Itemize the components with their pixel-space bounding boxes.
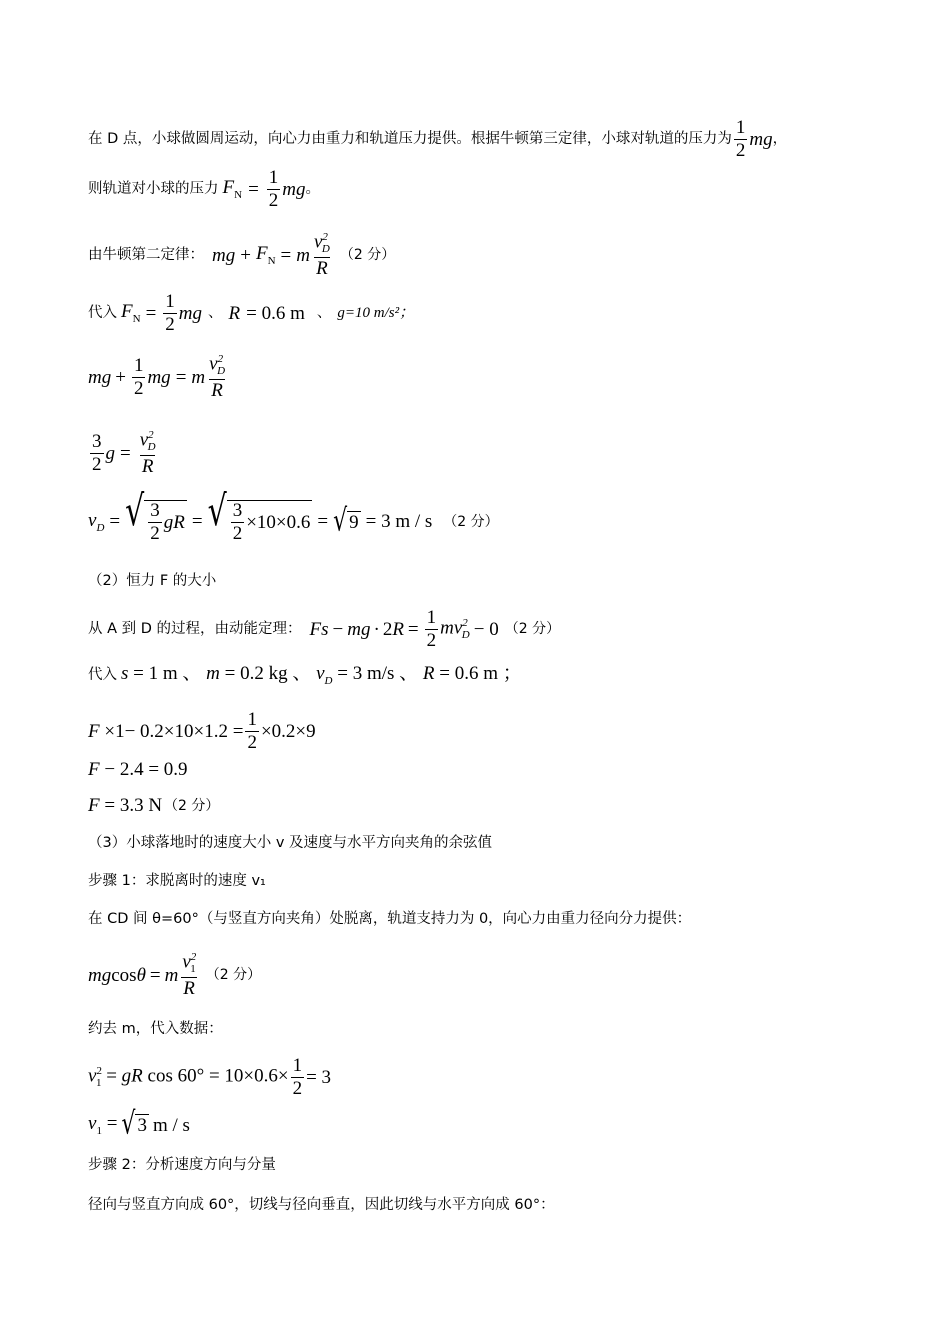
equals-sign: =: [145, 302, 157, 324]
plus-sign: +: [240, 244, 251, 266]
punctuation: ，: [772, 131, 788, 148]
fraction-three-halves: $\frac{3}{2}$: [92, 430, 102, 475]
paragraph-text: 代入: [88, 305, 117, 322]
paragraph-text: 代入: [88, 667, 117, 684]
formula: $v_1$ =: [88, 1113, 118, 1137]
punctuation: 。: [305, 181, 321, 198]
v1-squared: [88, 1056, 331, 1099]
formula-fn: $F_N$: [121, 301, 141, 325]
step-heading: 步骤 1：求脱离时的速度 v₁: [88, 873, 266, 889]
formula: m / s: [152, 1114, 190, 1136]
formula: mg: [88, 964, 112, 986]
score-label: （2 分）: [205, 967, 262, 984]
tangent-direction: [88, 1198, 555, 1213]
formula: F − 2.4 = 0.9: [88, 759, 188, 780]
fraction-v2-over-r: $\frac{v^2_D}{R}$: [313, 231, 330, 279]
step-2-title: [88, 1158, 276, 1173]
formula: mg: [88, 366, 112, 388]
fraction-half: $\frac{1}{2}$: [247, 709, 257, 753]
result: = 3 m / s: [365, 511, 433, 533]
paragraph-text: 在 D 点，小球做圆周运动，向心力由重力和轨道压力提供。根据牛顿第三定律，小球对轨道的压力为: [88, 131, 732, 148]
formula: − 0: [473, 618, 499, 640]
equals-sign: = 0.6 m: [246, 302, 305, 324]
formula: = 3: [306, 1066, 332, 1088]
newton-second-law: [88, 232, 395, 279]
formula-mg: mg: [749, 128, 773, 150]
formula: g: [105, 442, 115, 464]
sqrt: √ $\frac{3}{2}$ ×10×0.6: [207, 487, 311, 544]
formula-r: R: [228, 302, 241, 324]
fraction-half: $\frac{1}{2}$: [165, 291, 175, 335]
separator: 、: [316, 305, 332, 322]
formula: mg: [212, 244, 236, 266]
sqrt: √ 9: [333, 503, 359, 539]
fraction-v2-over-r: $\frac{v^2_D}{R}$: [139, 429, 156, 477]
score-label: （2 分）: [504, 621, 561, 638]
equals-sign: =: [109, 511, 121, 533]
equals-sign: =: [407, 618, 419, 640]
fraction-half: $\frac{1}{2}$: [292, 1055, 303, 1099]
question-2-title: [88, 574, 216, 589]
formula: $v^2_1$ = gR cos 60° = 10×0.6×: [88, 1064, 289, 1089]
equation-line: [88, 760, 188, 779]
formula: mg: [147, 366, 171, 388]
sqrt: √ 3: [121, 1107, 147, 1143]
detach-condition: [88, 912, 691, 927]
separator: 、: [208, 305, 223, 322]
paragraph-text: 则轨道对小球的压力: [88, 181, 219, 198]
equals-sign: =: [120, 442, 131, 464]
formula: $mv^2_D$: [440, 616, 470, 641]
step-1-title: [88, 874, 266, 889]
minus-sign: −: [332, 618, 344, 640]
score-label: （2 分）: [339, 247, 396, 264]
equals-sign: =: [248, 178, 259, 200]
formula: θ: [136, 964, 146, 986]
plus-sign: +: [115, 366, 126, 388]
fraction-half: $\frac{1}{2}$: [133, 354, 144, 399]
paragraph-text: 从 A 到 D 的过程，由动能定理：: [88, 621, 302, 638]
formula: F ×1− 0.2×10×1.2 =: [88, 720, 244, 742]
equals-sign: =: [280, 244, 292, 266]
question-3-title: [88, 836, 492, 851]
force-result: [88, 796, 219, 815]
equals-sign: =: [191, 511, 203, 533]
substitution-line: [88, 292, 414, 335]
equals-sign: =: [175, 366, 187, 388]
equation-line: [88, 430, 160, 477]
fraction-half: $\frac{1}{2}$: [426, 607, 437, 651]
gravity-value: g=10 m/s²；: [337, 304, 415, 321]
formula: 2R: [382, 618, 404, 640]
equals-sign: =: [149, 964, 161, 986]
score-label: （2 分）: [164, 797, 220, 814]
dot: ·: [373, 618, 380, 640]
centripetal-equation: [88, 952, 261, 999]
formula: m: [191, 366, 206, 388]
formula: $v_D$: [88, 509, 105, 534]
formula: s = 1 m 、 m = 0.2 kg 、 $v_D = 3$ m/s 、 R = 0.6 m ；: [121, 663, 522, 687]
formula: m: [164, 964, 179, 986]
step-heading: 步骤 2：分析速度方向与分量: [88, 1157, 276, 1173]
fraction-v1-over-r: $\frac{v^2_1}{R}$: [182, 951, 197, 999]
paragraph-text: 径向与竖直方向成 60°，切线与径向垂直，因此切线与水平方向成 60°：: [88, 1197, 555, 1213]
formula: mg: [347, 618, 371, 640]
paragraph-text: 约去 m，代入数据：: [88, 1021, 223, 1037]
formula-fn: $F_N$: [255, 242, 276, 267]
formula: Fs: [309, 618, 329, 640]
cancel-m: [88, 1022, 223, 1037]
formula: cos: [111, 964, 137, 986]
paragraph-d-point: [88, 118, 787, 161]
formula-m: m: [296, 244, 310, 266]
fraction-half: $\frac{1}{2}$: [268, 167, 279, 211]
fraction-v2-over-r: $\frac{v^2_D}{R}$: [209, 353, 226, 401]
equals-sign: =: [317, 511, 329, 533]
formula: ×0.2×9: [260, 720, 316, 742]
score-label: （2 分）: [443, 513, 499, 530]
equation-line: [88, 354, 229, 401]
formula-mg: mg: [178, 302, 203, 324]
paragraph-text: 在 CD 间 θ=60°（与竖直方向夹角）处脱离，轨道支持力为 0，向心力由重力径向分力提供：: [88, 911, 692, 927]
equation-line: [88, 710, 316, 753]
paragraph-text: 由牛顿第二定律：: [88, 247, 204, 264]
work-energy-theorem: [88, 608, 560, 651]
velocity-d-result: [88, 487, 499, 544]
formula-fn: $F_N$: [222, 177, 243, 201]
section-heading: （3）小球落地时的速度大小 v 及速度与水平方向夹角的余弦值: [88, 835, 493, 851]
sqrt: √ $\frac{3}{2}$ gR: [125, 487, 185, 544]
paragraph-normal-force: [88, 168, 320, 211]
substitution-line: [88, 664, 522, 687]
fraction-half: $\frac{1}{2}$: [735, 117, 746, 161]
section-heading: （2）恒力 F 的大小: [88, 573, 217, 589]
v1-result: [88, 1107, 190, 1143]
formula: F = 3.3 N: [88, 795, 163, 816]
formula-mg: mg: [282, 178, 306, 200]
